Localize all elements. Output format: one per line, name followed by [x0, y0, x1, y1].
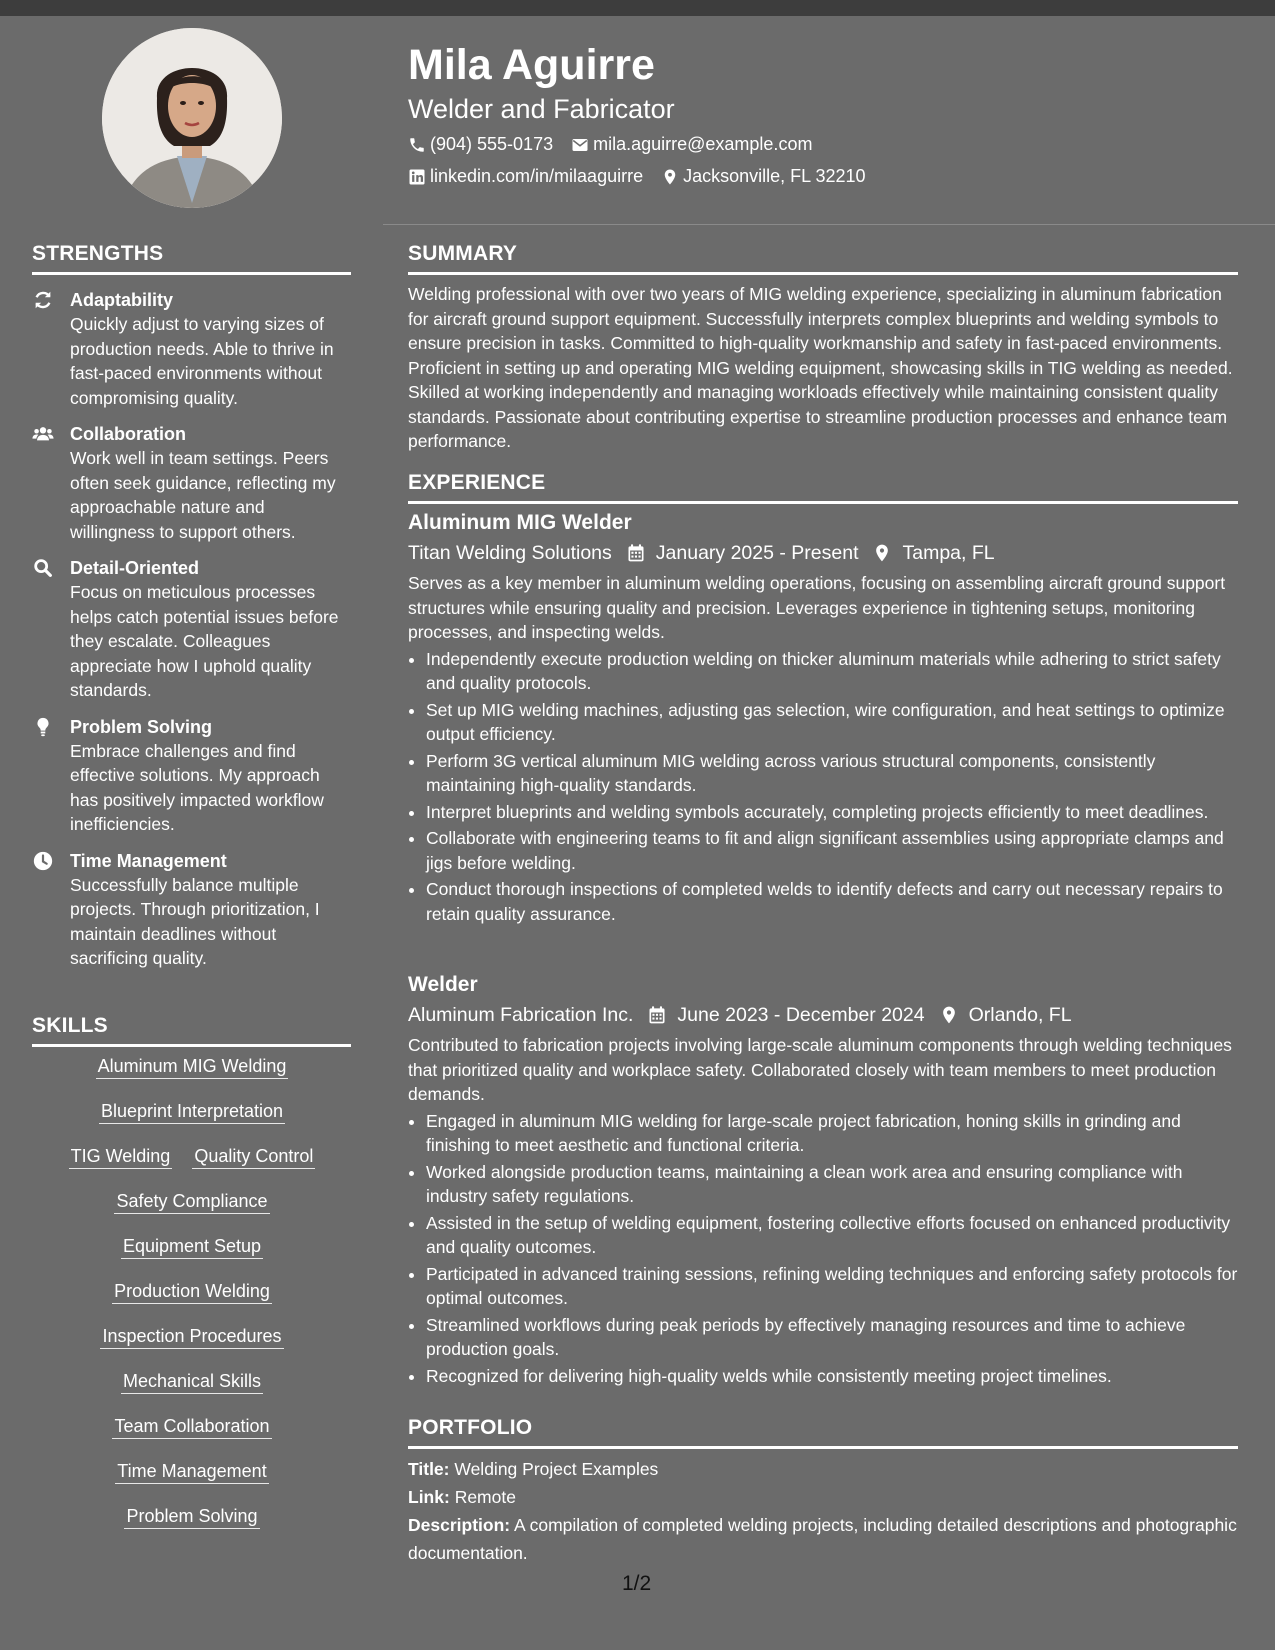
- job-title: Aluminum MIG Welder: [408, 511, 632, 534]
- refresh-icon: [32, 289, 54, 311]
- summary-heading: SUMMARY: [408, 242, 518, 265]
- job-meta: [408, 539, 1238, 567]
- candidate-name: Mila Aguirre: [408, 41, 655, 89]
- portfolio-description-line: [408, 1511, 1238, 1567]
- strengths-heading: STRENGTHS: [32, 242, 164, 265]
- phone-icon: [408, 136, 426, 154]
- job-bullets: [408, 647, 1238, 927]
- job-dates: January 2025 - Present: [655, 542, 859, 564]
- portfolio-rule: [408, 1446, 1238, 1449]
- summary-text: Welding professional with over two years of MIG welding experience, specializing in aluminum fabrication for aircraft ground support equipment. Successfully interprets complex blueprints and welding symbols to ensure precision in tasks. Committed to high-quality workmanship and safety in fast-paced environments. Proficient in setting up and operating MIG welding equipment, showcasing skills in TIG welding as needed. Skilled at working independently and managing workloads effectively while maintaining consistent quality standards. Passionate about contributing expertise to streamline production processes and enhance team performance.: [408, 284, 1233, 451]
- strength-title: Adaptability: [70, 290, 174, 310]
- strength-description: Focus on meticulous processes helps catch potential issues before they escalate. Colleagues appreciate how I uphold quality standards.: [70, 582, 339, 700]
- company-name: Aluminum Fabrication Inc.: [408, 1004, 634, 1026]
- location-text: Jacksonville, FL 32210: [683, 166, 866, 186]
- strength-title: Collaboration: [70, 424, 186, 444]
- bullet-item: • Independently execute production welding on thicker aluminum materials while adhering to strict safety and quality protocols.: [426, 647, 1238, 696]
- strength-description: Work well in team settings. Peers often seek guidance, reflecting my approachable nature and willingness to support others.: [70, 448, 336, 542]
- top-bar: [0, 0, 1275, 16]
- portfolio-entry: [408, 1455, 1238, 1567]
- strengths-rule: [32, 272, 351, 275]
- email-contact[interactable]: [571, 134, 812, 155]
- skill-tag: Problem Solving: [124, 1504, 259, 1529]
- summary-rule: [408, 272, 1238, 275]
- job-bullets: [408, 1109, 1238, 1389]
- skill-tag: Equipment Setup: [121, 1234, 263, 1259]
- map-pin-icon: [872, 543, 892, 563]
- job-entry: [408, 509, 1238, 928]
- profile-photo: [102, 28, 282, 208]
- portfolio-heading: PORTFOLIO: [408, 1416, 533, 1439]
- bullet-item: • Streamlined workflows during peak periods by effectively managing resources and time to achieve production goals.: [426, 1313, 1238, 1362]
- bullet-item: • Collaborate with engineering teams to fit and align significant assemblies using appropriate clamps and jigs before welding.: [426, 826, 1238, 875]
- strength-item: [32, 715, 352, 837]
- bullet-item: • Set up MIG welding machines, adjusting gas selection, wire configuration, and heat settings to optimize output efficiency.: [426, 698, 1238, 747]
- calendar-icon: [626, 543, 646, 563]
- clock-icon: [32, 850, 54, 872]
- job-entry: [408, 971, 1238, 1390]
- strength-item: [32, 849, 352, 971]
- map-pin-icon: [661, 168, 679, 186]
- job-dates: June 2023 - December 2024: [677, 1004, 925, 1026]
- bullet-item: • Engaged in aluminum MIG welding for large-scale project fabrication, honing skills in grinding and finishing to meet aesthetic and functional criteria.: [426, 1109, 1238, 1158]
- experience-heading: EXPERIENCE: [408, 471, 546, 494]
- email-text[interactable]: mila.aguirre@example.com: [593, 134, 813, 154]
- job-location: Orlando, FL: [968, 1004, 1072, 1026]
- bullet-item: • Participated in advanced training sessions, refining welding techniques and enforcing safety protocols for optimal outcomes.: [426, 1262, 1238, 1311]
- job-location: Tampa, FL: [902, 542, 995, 564]
- candidate-title: Welder and Fabricator: [408, 94, 675, 124]
- portfolio-title-label: Title:: [408, 1459, 450, 1479]
- portfolio-link-line: [408, 1483, 1238, 1511]
- bullet-item: • Recognized for delivering high-quality welds while consistently meeting project timelines.: [426, 1364, 1238, 1389]
- bullet-item: • Perform 3G vertical aluminum MIG welding across various structural components, consistently maintaining high-quality standards.: [426, 749, 1238, 798]
- lightbulb-icon: [32, 716, 54, 738]
- linkedin-contact[interactable]: [408, 166, 643, 187]
- skill-tag: Aluminum MIG Welding: [96, 1054, 289, 1079]
- location-contact: [661, 166, 865, 187]
- calendar-icon: [647, 1005, 667, 1025]
- company-name: Titan Welding Solutions: [408, 542, 612, 564]
- search-icon: [32, 557, 54, 579]
- page-number: 1/2: [622, 1572, 652, 1595]
- portfolio-description-label: Description:: [408, 1515, 511, 1535]
- strength-title: Detail-Oriented: [70, 558, 200, 578]
- job-meta: [408, 1001, 1238, 1029]
- portfolio-description: A compilation of completed welding projects, including detailed descriptions and photographic documentation.: [408, 1515, 1237, 1563]
- strength-item: [32, 288, 352, 410]
- skill-tag: Blueprint Interpretation: [99, 1099, 285, 1124]
- strength-description: Quickly adjust to varying sizes of production needs. Able to thrive in fast-paced environments without compromising quality.: [70, 314, 334, 408]
- skill-tag: Mechanical Skills: [121, 1369, 263, 1394]
- linkedin-icon: [408, 168, 426, 186]
- experience-rule: [408, 501, 1238, 504]
- bullet-item: • Assisted in the setup of welding equipment, fostering collective efforts focused on enhanced productivity and quality outcomes.: [426, 1211, 1238, 1260]
- skill-tag: Inspection Procedures: [100, 1324, 283, 1349]
- envelope-icon: [571, 136, 589, 154]
- skill-tag: Safety Compliance: [114, 1189, 269, 1214]
- strength-description: Successfully balance multiple projects. Through prioritization, I maintain deadlines without sacrificing quality.: [70, 874, 320, 968]
- bullet-item: • Conduct thorough inspections of completed welds to identify defects and carry out necessary repairs to retain quality assurance.: [426, 877, 1238, 926]
- skills-rule: [32, 1044, 351, 1047]
- portfolio-title: Welding Project Examples: [454, 1459, 659, 1479]
- phone-contact: [408, 134, 553, 155]
- bullet-item: • Worked alongside production teams, maintaining a clean work area and ensuring compliance with industry safety regulations.: [426, 1160, 1238, 1209]
- job-description: Serves as a key member in aluminum welding operations, focusing on assembling aircraft ground support structures while ensuring quality and precision. Leverages experience in tightening setups, monitoring processes, and inspecting welds.: [408, 573, 1226, 642]
- phone-text: (904) 555-0173: [430, 134, 554, 154]
- contact-row-1: [408, 134, 830, 155]
- linkedin-text[interactable]: linkedin.com/in/milaaguirre: [430, 166, 644, 186]
- map-pin-icon: [939, 1005, 959, 1025]
- job-title: Welder: [408, 973, 478, 996]
- strength-item: [32, 422, 352, 544]
- portfolio-link[interactable]: Remote: [454, 1487, 516, 1507]
- strength-description: Embrace challenges and find effective solutions. My approach has positively impacted workflow inefficiencies.: [70, 740, 324, 834]
- skill-tag: Quality Control: [192, 1144, 315, 1169]
- header-divider: [383, 224, 1275, 225]
- skill-tag: Team Collaboration: [112, 1414, 271, 1439]
- skill-tag: TIG Welding: [69, 1144, 173, 1169]
- users-icon: [32, 423, 54, 445]
- contact-row-2: [408, 166, 884, 187]
- skill-tag: Time Management: [115, 1459, 268, 1484]
- strengths-list: [32, 288, 352, 983]
- job-description: Contributed to fabrication projects involving large-scale aluminum components through welding techniques that prioritized quality and workplace safety. Collaborated closely with team members to meet production demands.: [408, 1035, 1232, 1104]
- bullet-item: • Interpret blueprints and welding symbols accurately, completing projects efficiently to meet deadlines.: [426, 800, 1238, 825]
- strength-title: Time Management: [70, 850, 227, 871]
- skills-heading: SKILLS: [32, 1014, 108, 1037]
- skill-tag: Production Welding: [112, 1279, 272, 1304]
- portfolio-link-label: Link:: [408, 1487, 450, 1507]
- skills-list: [32, 1054, 352, 1549]
- strength-item: [32, 556, 352, 703]
- strength-title: Problem Solving: [70, 716, 213, 737]
- portfolio-title-line: [408, 1455, 1238, 1483]
